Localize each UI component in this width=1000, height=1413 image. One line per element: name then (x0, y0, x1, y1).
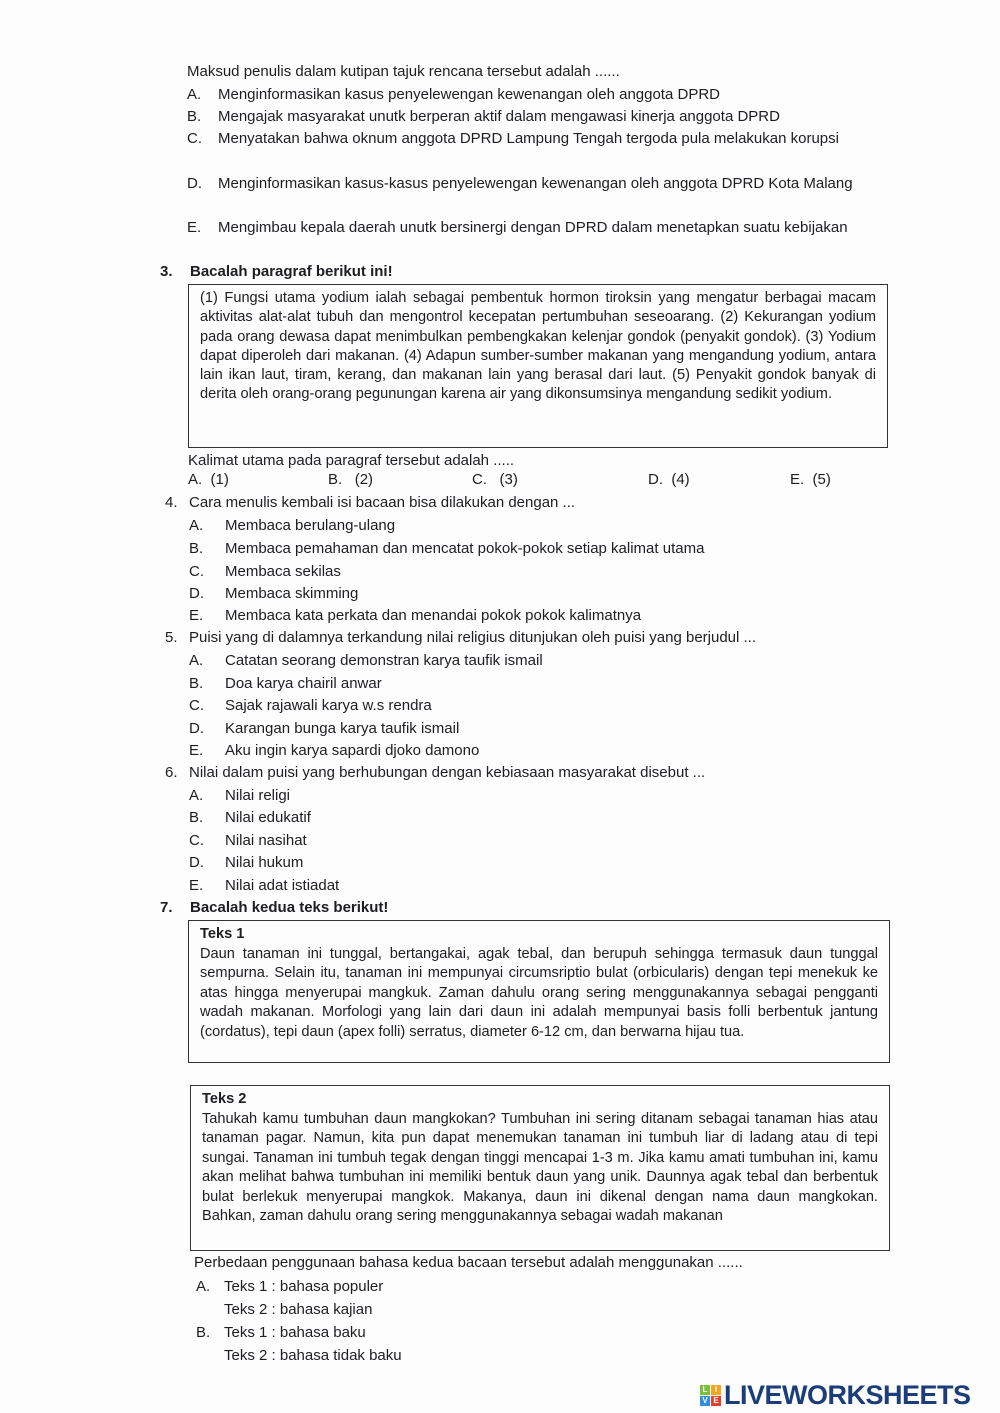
option-text: Nilai hukum (225, 854, 304, 871)
option-key: B. (196, 1324, 211, 1341)
option-text: Karangan bunga karya taufik ismail (225, 720, 460, 737)
q3-number: 3. (160, 263, 173, 280)
option-key: B. (189, 540, 204, 557)
option-key: D. (189, 585, 204, 602)
option-key: A. (189, 652, 204, 669)
option-text: (1) (210, 471, 229, 488)
q4-option-c[interactable] (189, 561, 341, 583)
q2-stem: Maksud penulis dalam kutipan tajuk rencana tersebut adalah ...... (187, 63, 620, 80)
option-key: C. (189, 563, 204, 580)
option-text: Menginformasikan kasus penyelewengan kewenangan oleh anggota DPRD (218, 86, 720, 103)
option-text: Nilai edukatif (225, 809, 311, 826)
option-text: Membaca berulang-ulang (225, 517, 396, 534)
q6-stem: Nilai dalam puisi yang berhubungan dengan kebiasaan masyarakat disebut ... (189, 764, 706, 781)
option-text: Nilai nasihat (225, 832, 307, 849)
q5-option-e[interactable] (189, 740, 480, 762)
option-key: C. (187, 130, 202, 147)
logo-letter: I (711, 1385, 721, 1395)
option-text: Doa karya chairil anwar (225, 675, 382, 692)
q4-stem: Cara menulis kembali isi bacaan bisa dilakukan dengan ... (189, 494, 576, 511)
q3-paragraph-box: (1) Fungsi utama yodium ialah sebagai pembentuk hormon tiroksin yang mengatur berbagai macam aktivitas alat-alat tubuh dan mengontrol kecepatan pertumbuhan seseoarang. (2) Kekurangan yodium pada orang dewasa dapat menimbulkan pembengkakan kelenjar gondok (penyakit gondok). (3) Yodium dapat diperoleh dari makanan. (4) Adapun sumber-sumber makanan yang mengandung yodium, antara lain ikan laut, tiram, kerang, dan makanan lain yang berasal dari laut. (5) Penyakit gondok banyak di derita oleh orang-orang pegunungan karena air yang dikonsumsinya mengandung sedikit yodium. (188, 284, 888, 448)
option-text: (5) (812, 471, 831, 488)
liveworksheets-logo (700, 1380, 971, 1411)
q7-text1-box (188, 920, 890, 1063)
q3-option-d[interactable] (648, 469, 690, 491)
option-key: B. (328, 471, 343, 488)
q7-option-b[interactable] (196, 1322, 402, 1364)
option-key: D. (187, 175, 202, 192)
q5-option-b[interactable] (189, 673, 382, 695)
q4-option-a[interactable] (189, 515, 396, 537)
option-key: D. (189, 720, 204, 737)
logo-letter: L (700, 1385, 710, 1395)
logo-letter: V (700, 1396, 710, 1406)
option-key: E. (189, 877, 204, 894)
q4-option-b[interactable] (189, 538, 705, 560)
q4-number: 4. (165, 494, 178, 511)
option-key: C. (189, 697, 204, 714)
option-line2: Teks 2 : bahasa tidak baku (224, 1347, 402, 1364)
option-text: Mengajak masyarakat unutk berperan aktif dalam mengawasi kinerja anggota DPRD (218, 108, 780, 125)
text1-title: Teks 1 (200, 926, 245, 942)
option-key: A. (189, 517, 204, 534)
option-key: A. (187, 86, 202, 103)
q6-option-a[interactable] (189, 785, 291, 807)
option-key: E. (187, 219, 202, 236)
text1-body: Daun tanaman ini tunggal, bertangakai, agak tebal, dan berupuh sehingga termasuk daun tunggal sempurna. Selain itu, tanaman ini mempunyai circumsriptio bulat (orbicularis) dengan tepi menekuk ke atas hingga menyerupai mangkuk. Zaman dahulu orang sering menggunakannya sebagai pengganti wadah makanan. Morfologi yang lain dari daun ini adalah mempunyai basis folli berbentuk jantung (cordatus), tepi daun (apex folli) serratus, diameter 6-12 cm, dan berwarna hijau tua. (200, 945, 878, 1040)
option-text: Aku ingin karya sapardi djoko damono (225, 742, 480, 759)
q6-option-b[interactable] (189, 807, 311, 829)
option-key: E. (189, 742, 204, 759)
option-key: A. (189, 787, 204, 804)
option-text: Catatan seorang demonstran karya taufik ismail (225, 652, 543, 669)
option-text: (4) (671, 471, 690, 488)
option-text: Membaca pemahaman dan mencatat pokok-pokok setiap kalimat utama (225, 540, 705, 557)
option-key: D. (648, 471, 663, 488)
text2-body: Tahukah kamu tumbuhan daun mangkokan? Tumbuhan ini sering ditanam sebagai tanaman hias atau tanaman pagar. Namun, kita pun dapat menemukan tanaman ini tumbuh liar di ladang atau di tepi sungai. Tanaman ini tumbuh tegak dengan tinggi mencapai 1-3 m. Jika kamu amati tumbuhan ini, kamu akan melihat bahwa tumbuhan ini memiliki bentuk daun yang unik. Daunnya agak tebal dan berbentuk bulat berlekuk menyerupai mangkok. Makanya, daun ini dikenal dengan nama daun mangkokan. Bahkan, zaman dahulu orang sering menggunakannya sebagai wadah makanan (202, 1110, 878, 1224)
q3-option-a[interactable] (188, 469, 229, 491)
option-text: Menyatakan bahwa oknum anggota DPRD Lampung Tengah tergoda pula melakukan korupsi (218, 130, 839, 147)
q6-option-e[interactable] (189, 875, 340, 897)
q5-number: 5. (165, 629, 178, 646)
option-key: C. (472, 471, 487, 488)
option-key: E. (189, 607, 204, 624)
option-key: E. (790, 471, 805, 488)
option-key: A. (196, 1278, 211, 1295)
option-line1: Teks 1 : bahasa baku (224, 1324, 366, 1341)
option-text: Nilai religi (225, 787, 291, 804)
q5-option-a[interactable] (189, 650, 543, 672)
q7-title: Bacalah kedua teks berikut! (190, 899, 389, 916)
option-text: Membaca sekilas (225, 563, 341, 580)
logo-icon (700, 1385, 721, 1406)
q4-option-d[interactable] (189, 583, 359, 605)
option-key: B. (189, 675, 204, 692)
q5-stem: Puisi yang di dalamnya terkandung nilai religius ditunjukan oleh puisi yang berjudul ... (189, 629, 757, 646)
option-line2: Teks 2 : bahasa kajian (224, 1301, 373, 1318)
q4-option-e[interactable] (189, 605, 642, 627)
option-line1: Teks 1 : bahasa populer (224, 1278, 384, 1295)
logo-wordmark: LIVEWORKSHEETS (724, 1380, 971, 1410)
option-key: C. (189, 832, 204, 849)
logo-letter: E (711, 1396, 721, 1406)
option-text: (2) (354, 471, 374, 488)
q5-option-d[interactable] (189, 718, 460, 740)
option-key: B. (189, 809, 204, 826)
option-text: Sajak rajawali karya w.s rendra (225, 697, 432, 714)
q7-number: 7. (160, 899, 173, 916)
q3-option-b[interactable] (328, 469, 373, 491)
q7-text2-box (190, 1085, 890, 1251)
q3-stem: Kalimat utama pada paragraf tersebut adalah ..... (188, 452, 515, 469)
q6-option-c[interactable] (189, 830, 307, 852)
q6-number: 6. (165, 764, 178, 781)
option-text: (3) (499, 471, 518, 488)
q3-title: Bacalah paragraf berikut ini! (190, 263, 393, 280)
q5-option-c[interactable] (189, 695, 432, 717)
q3-option-c[interactable] (472, 469, 518, 491)
option-text: Menginformasikan kasus-kasus penyelewengan kewenangan oleh anggota DPRD Kota Malang (218, 175, 853, 192)
q3-option-e[interactable] (790, 469, 831, 491)
q7-option-a[interactable] (196, 1276, 384, 1318)
text2-title: Teks 2 (202, 1091, 247, 1107)
q6-option-d[interactable] (189, 852, 304, 874)
option-key: A. (188, 471, 203, 488)
option-text: Nilai adat istiadat (225, 877, 340, 894)
option-text: Mengimbau kepala daerah unutk bersinergi dengan DPRD dalam menetapkan suatu kebijakan (218, 219, 848, 236)
q7-stem: Perbedaan penggunaan bahasa kedua bacaan tersebut adalah menggunakan ...... (194, 1254, 743, 1271)
option-text: Membaca skimming (225, 585, 359, 602)
option-text: Membaca kata perkata dan menandai pokok pokok kalimatnya (225, 607, 642, 624)
option-key: B. (187, 108, 202, 125)
option-key: D. (189, 854, 204, 871)
